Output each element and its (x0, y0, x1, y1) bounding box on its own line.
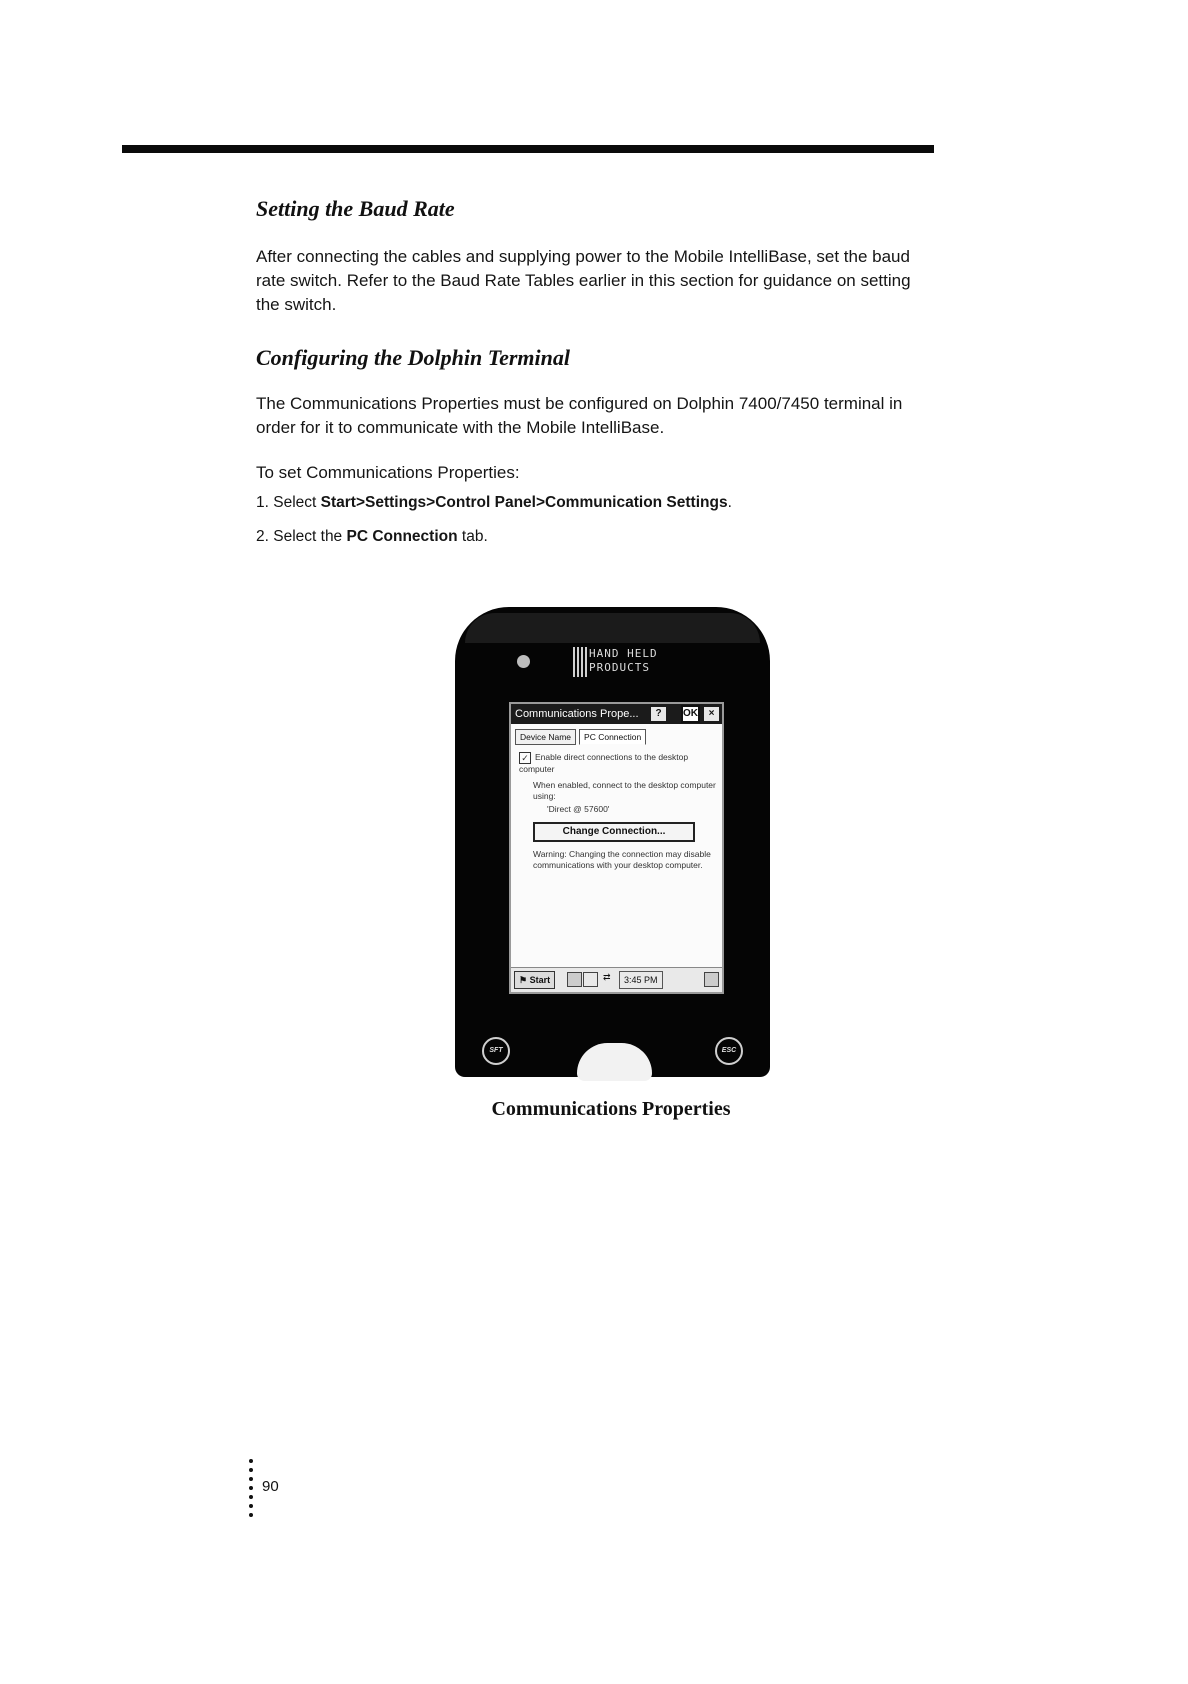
step-2-tab-name: PC Connection (346, 528, 458, 545)
warning-text: Warning: Changing the connection may disable communications with your desktop computer. (533, 849, 711, 870)
page-number: 90 (262, 1478, 279, 1495)
brand-line-2: PRODUCTS (589, 661, 650, 674)
step-2-end: tab. (457, 528, 488, 545)
ok-button[interactable]: OK (681, 705, 700, 723)
dolphin-terminal-device (455, 607, 770, 1077)
connection-value: 'Direct @ 57600' (547, 804, 610, 814)
pen-icon[interactable] (583, 972, 598, 987)
sip-keyboard-icon[interactable] (704, 972, 719, 987)
help-button[interactable]: ? (651, 707, 666, 721)
tab-device-name[interactable]: Device Name (515, 729, 576, 745)
step-1-path: Start>Settings>Control Panel>Communication Settings (320, 494, 728, 511)
top-rule (122, 145, 934, 153)
navigation-pad[interactable] (577, 1043, 652, 1081)
tab-bar (515, 729, 649, 745)
paragraph-baud-rate: After connecting the cables and supplying power to the Mobile IntelliBase, set the baud rate switch. Refer to the Baud Rate Tables earlier in this section for guidance on setting the switch. (256, 247, 911, 314)
status-led (517, 655, 530, 668)
window-title: Communications Prope... (515, 708, 639, 720)
brand-line-1: HAND HELD (589, 647, 658, 660)
windows-flag-icon: ⚑ (519, 975, 528, 985)
tab-pc-connection[interactable]: PC Connection (579, 729, 646, 745)
device-screen (509, 702, 724, 994)
when-enabled-text: When enabled, connect to the desktop computer using: (533, 780, 716, 801)
app-icon[interactable] (567, 972, 582, 987)
heading-configuring-terminal: Configuring the Dolphin Terminal (256, 345, 571, 370)
start-label: Start (529, 975, 551, 985)
step-1 (256, 494, 732, 512)
pc-connection-panel (519, 752, 716, 871)
paragraph-configuring: The Communications Properties must be configured on Dolphin 7400/7450 terminal in order for it to communicate with the Mobile IntelliBase. (256, 394, 903, 437)
taskbar (511, 967, 722, 992)
brand-logo-icon (573, 647, 587, 677)
clock[interactable]: 3:45 PM (619, 971, 663, 989)
step-1-text: Select (273, 494, 321, 511)
esc-button[interactable]: ESC (715, 1037, 743, 1065)
step-1-number: 1. (256, 494, 269, 511)
window-titlebar (511, 704, 722, 724)
sft-button[interactable]: SFT (482, 1037, 510, 1065)
close-button[interactable]: × (704, 707, 719, 721)
enable-direct-row (519, 752, 716, 775)
paragraph-intro: To set Communications Properties: (256, 463, 520, 482)
step-2 (256, 528, 488, 546)
step-2-number: 2. (256, 528, 269, 545)
enable-direct-label: Enable direct connections to the desktop computer (519, 752, 689, 774)
step-1-end: . (727, 494, 732, 511)
figure-caption: Communications Properties (491, 1098, 731, 1120)
page-dots-decoration (249, 1459, 253, 1522)
heading-baud-rate: Setting the Baud Rate (256, 196, 455, 221)
step-2-text: Select the (273, 528, 347, 545)
enable-direct-checkbox[interactable]: ✓ (519, 752, 531, 764)
start-button[interactable] (514, 971, 555, 989)
brand-logo (589, 647, 658, 675)
change-connection-button[interactable]: Change Connection... (533, 822, 695, 842)
connection-icon[interactable]: ⇄ (603, 972, 616, 985)
